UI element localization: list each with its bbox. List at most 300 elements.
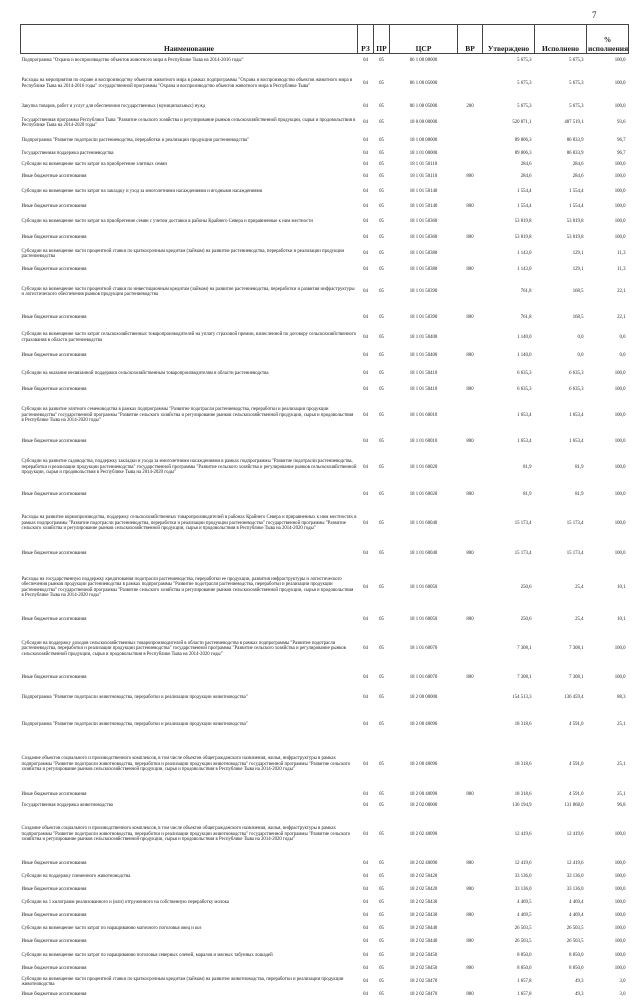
row-pr: 05 [379,926,384,932]
row-name: Государственная поддержка животноводства [21,803,113,809]
row-approved: 7 308,1 [517,675,532,681]
row-pr: 05 [379,57,384,63]
row-rz: 04 [363,520,368,526]
row-csr: 18 1 01 50140 [409,189,438,195]
row-pr: 05 [379,150,384,156]
row-pr: 05 [379,874,384,880]
row-rz: 04 [363,646,368,652]
row-name: Иные бюджетные ассигнования [21,861,87,867]
row-rz: 04 [363,189,368,195]
row-name: Иные бюджетные ассигнования [21,439,87,445]
row-csr: 18 1 01 60040 [409,551,438,557]
table-row [21,348,629,365]
row-csr: 18 2 02 50450 [409,966,438,972]
row-executed: 15 173,4 [566,551,584,557]
row-csr: 18 1 01 60050 [409,616,438,622]
row-approved: 1 653,4 [517,439,532,445]
row-csr: 18 0 00 00000 [409,120,438,126]
row-percent: 100,0 [614,387,626,393]
row-csr: 18 2 02 50450 [409,953,438,959]
row-pr: 05 [379,792,384,798]
row-approved: 136 194,9 [512,803,532,809]
row-pr: 05 [379,203,384,209]
row-percent: 100,0 [614,831,626,837]
row-rz: 04 [363,267,368,273]
row-name: Иные бюджетные ассигнования [21,792,87,798]
row-rz: 04 [363,412,368,418]
row-rz: 04 [363,900,368,906]
row-vr [458,801,483,812]
row-csr: 18 1 01 60050 [409,584,438,590]
row-approved: 4 469,5 [517,913,532,919]
row-executed: 0,0 [577,334,584,340]
row-percent: 25,1 [617,792,626,798]
row-executed: 5 675,3 [569,103,584,109]
row-csr: 18 2 02 50440 [409,926,438,932]
row-csr: 18 1 01 50410 [409,387,438,393]
row-name: Субсидии на возмещение части затрат на закладку и уход за многолетними насаждениями и ягодными насаждениями [21,189,263,195]
row-executed: 12 419,6 [566,861,584,867]
row-executed: 4 591,0 [569,792,584,798]
row-percent: 100,0 [614,189,626,195]
row-percent: 100,0 [614,412,626,418]
row-approved: 5 675,3 [517,80,532,86]
table-row [21,923,629,936]
header-rz: РЗ [358,25,374,54]
row-vr [458,687,483,710]
row-percent: 100,0 [614,173,626,179]
row-percent: 25,1 [617,761,626,767]
row-pr: 05 [379,464,384,470]
row-approved: 8 850,0 [517,953,532,959]
row-percent: 100,0 [614,926,626,932]
row-vr: 800 [466,387,474,393]
row-vr [458,113,483,134]
row-rz: 04 [363,887,368,893]
row-executed: 26 503,5 [566,939,584,945]
row-name: Подпрограмма "Охрана и воспроизводство объектов животного мира в Республике Тыва на 2014-2016 годы" [21,57,244,63]
table-row [21,897,629,910]
row-executed: 49,3 [575,992,584,998]
row-name: Субсидии на возмещение части процентной ставки по инвестиционным кредитам (займам) на развитие растениеводства, переработки и развития инфраструктуры и логистического обеспечения рынков продукции растениеводства [21,286,355,297]
row-name: Иные бюджетные ассигнования [21,616,87,622]
table-row [21,687,629,710]
row-name: Иные бюджетные ассигнования [21,235,87,241]
row-name: Субсидии на возмещение части затрат по наращиванию поголовья северных оленей, маралов и мясных табунных лошадей [21,953,273,959]
row-rz: 04 [363,120,368,126]
row-csr: 18 1 01 60070 [409,675,438,681]
row-percent: 96,7 [617,150,626,156]
row-percent: 22,1 [617,315,626,321]
row-name: Закупка товаров, работ и услуг для обеспечения государственных (муниципальных) нужд [21,103,206,109]
row-approved: 89 806,3 [514,137,532,143]
row-rz: 04 [363,966,368,972]
row-csr: 18 2 02 50440 [409,939,438,945]
row-vr: 800 [466,173,474,179]
header-name: Наименование [21,25,358,54]
row-percent: 100,0 [614,953,626,959]
row-csr: 06 1 00 00000 [409,57,438,63]
row-percent: 100,0 [614,939,626,945]
row-pr: 05 [379,695,384,701]
row-percent: 100,0 [614,966,626,972]
header-pr: ПР [374,25,390,54]
table-row [21,790,629,801]
row-approved: 18 318,6 [514,761,532,767]
row-csr: 18 2 02 50470 [409,992,438,998]
row-name: Иные бюджетные ассигнования [21,387,87,393]
row-approved: 33 136,0 [514,887,532,893]
row-percent: 100,0 [614,439,626,445]
row-csr: 18 1 01 00000 [409,150,438,156]
row-pr: 05 [379,289,384,295]
row-vr [458,160,483,171]
row-csr: 18 1 01 60010 [409,439,438,445]
table-row [21,740,629,790]
row-executed: 86 833,9 [566,137,584,143]
row-approved: 6 635,3 [517,371,532,377]
row-csr: 18 2 02 50430 [409,913,438,919]
row-approved: 26 503,5 [514,939,532,945]
row-percent: 96,8 [617,803,626,809]
row-rz: 04 [363,371,368,377]
table-row [21,611,629,629]
row-percent: 100,0 [614,646,626,652]
row-vr: 800 [466,861,474,867]
row-vr: 800 [466,992,474,998]
row-executed: 26 503,5 [566,926,584,932]
row-vr [458,629,483,670]
row-pr: 05 [379,966,384,972]
table-row [21,812,629,858]
row-csr: 18 1 01 60070 [409,646,438,652]
row-csr: 18 2 02 00000 [409,803,438,809]
row-executed: 1 653,4 [569,439,584,445]
row-percent: 11,3 [617,251,626,257]
table-row [21,202,629,212]
table-row [21,670,629,687]
row-name: Субсидии на развитие элитного семеноводства в рамках подпрограммы "Развитие подотрасли растениеводства, переработки и реализации продукции растениеводства" государственной программы "Развитие сельского хозяйства и регулирование рынков сельскохозяйственной продукции, сырья и продовольствия в Республике Тыва на 2014-2020 годы" [21,407,354,424]
row-pr: 05 [379,675,384,681]
row-csr: 18 1 01 60040 [409,520,438,526]
table-row [21,183,629,202]
row-name: Иные бюджетные ассигнования [21,939,87,945]
row-csr: 18 1 01 50410 [409,371,438,377]
table-row [21,990,629,1001]
row-pr: 05 [379,189,384,195]
row-approved: 1 554,4 [517,189,532,195]
row-approved: 1 140,0 [517,334,532,340]
row-name: Субсидии на поддержку племенного животноводства [21,874,131,880]
row-approved: 761,8 [520,289,532,295]
row-name: Расходы на развитие кормопроизводства, поддержку сельскохозяйственных товаропроизводителей в районах Крайнего Севера и приравненных к ним местностях в рамках подпрограммы "Развитие подотрасли растениеводства, переработки и реализации продукции растениеводства" государственной программы "Развитие сельского хозяйства и регулирование рынков сельскохозяйственной продукции, сырья и продовольствия в Республике Тыва на 2014-2020 годы" [21,515,357,532]
row-csr: 18 2 02 50420 [409,887,438,893]
row-name: Иные бюджетные ассигнования [21,353,87,359]
table-row [21,544,629,565]
row-rz: 04 [363,251,368,257]
row-percent: 11,3 [617,267,626,273]
row-name: Иные бюджетные ассигнования [21,675,87,681]
row-rz: 04 [363,387,368,393]
row-executed: 8 850,0 [569,966,584,972]
row-csr: 18 2 02 50420 [409,874,438,880]
row-executed: 81,9 [575,464,584,470]
row-vr [458,450,483,486]
table-row [21,884,629,897]
row-name: Иные бюджетные ассигнования [21,551,87,557]
row-vr [458,212,483,233]
row-vr [458,897,483,910]
row-percent: 100,0 [614,80,626,86]
row-csr: 18 1 01 50390 [409,289,438,295]
row-executed: 15 173,4 [566,520,584,526]
row-name: Субсидии на возмещение части затрат на приобретение семян с учетом доставки в районы Крайнего Севера и приравненные к ним местности [21,219,313,225]
row-csr: 18 1 01 50380 [409,267,438,273]
row-percent: 100,0 [614,887,626,893]
row-approved: 15 173,4 [514,551,532,557]
table-row [21,54,629,67]
row-vr [458,949,483,964]
row-approved: 33 136,0 [514,874,532,880]
row-approved: 1 653,4 [517,412,532,418]
row-vr: 800 [466,913,474,919]
row-csr: 18 1 01 50110 [409,173,438,179]
row-approved: 154 513,3 [512,695,532,701]
header-approved: Утверждено [483,25,535,54]
row-approved: 81,9 [523,491,532,497]
table-row [21,328,629,348]
row-executed: 284,6 [572,162,584,168]
row-pr: 05 [379,315,384,321]
row-vr: 800 [466,315,474,321]
row-vr [458,740,483,790]
row-executed: 7 308,1 [569,675,584,681]
row-executed: 0,0 [577,353,584,359]
row-pr: 05 [379,162,384,168]
row-rz: 04 [363,695,368,701]
row-pr: 05 [379,80,384,86]
row-pr: 05 [379,219,384,225]
row-executed: 53 819,8 [566,219,584,225]
row-vr [458,923,483,936]
row-approved: 520 871,1 [512,120,532,126]
row-vr [458,134,483,148]
row-name: Иные бюджетные ассигнования [21,491,87,497]
header-percent [587,25,629,54]
row-pr: 05 [379,137,384,143]
row-vr [458,67,483,101]
row-percent: 0,0 [619,334,626,340]
row-pr: 05 [379,616,384,622]
row-percent: 100,0 [614,371,626,377]
row-vr [458,871,483,884]
row-name: Субсидии на развитие садоводства, поддержку закладки и ухода за многолетними насаждениями в рамках подпрограммы "Развитие подотрасли растениеводства, переработки и реализации продукции растениеводства" государственной программы "Развитие сельского хозяйства и регулирование рынков сельскохозяйственной продукции, сырья и продовольствия в Республике Тыва на 2014-2020 годы" [21,459,357,476]
row-percent: 100,0 [614,913,626,919]
row-pr: 05 [379,761,384,767]
row-rz: 04 [363,913,368,919]
row-executed: 131 868,0 [564,803,584,809]
row-executed: 25,4 [575,584,584,590]
row-vr [458,565,483,611]
row-pr: 05 [379,334,384,340]
table-row [21,629,629,670]
row-vr [458,244,483,265]
table-row [21,265,629,276]
table-row [21,384,629,397]
row-name: Субсидии на поддержку доходов сельскохозяйственных товаропроизводителей в области растениеводства в рамках подпрограммы "Развитие подотрасли растениеводства, переработки и реализации продукции растениеводства" государственной программы "Развитие сельского хозяйства и регулирование рынков сельскохозяйственной продукции, сырья и продовольствия в Республике Тыва на 2014-2020 годы" [21,640,346,657]
table-row [21,486,629,504]
row-percent: 25,1 [617,721,626,727]
row-pr: 05 [379,900,384,906]
row-vr: 800 [466,966,474,972]
table-row [21,397,629,435]
row-csr: 18 2 02 50470 [409,979,438,985]
row-csr: 18 1 01 50390 [409,315,438,321]
row-csr: 18 2 02 40090 [409,831,438,837]
table-row [21,910,629,923]
row-pr: 05 [379,721,384,727]
row-pr: 05 [379,371,384,377]
row-vr: 800 [466,939,474,945]
row-percent: 3,0 [619,992,626,998]
table-row [21,148,629,160]
row-approved: 1 143,0 [517,267,532,273]
header-percent-symbol: % [603,35,612,45]
table-row [21,309,629,328]
row-executed: 12 419,6 [566,831,584,837]
table-row [21,949,629,964]
row-rz: 04 [363,219,368,225]
row-csr: 18 1 01 50140 [409,203,438,209]
row-name: Иные бюджетные ассигнования [21,992,87,998]
row-rz: 04 [363,464,368,470]
row-executed: 4 591,0 [569,761,584,767]
row-rz: 04 [363,315,368,321]
row-rz: 04 [363,861,368,867]
row-executed: 1 554,4 [569,203,584,209]
row-name: Расходы на мероприятия по охране и воспроизводству объектов животного мира в рамках подпрограммы "Охрана и воспроизводство объектов животного мира в Республике Тыва на 2014-2016 годы" государственной программы "Охрана и воспроизводство объектов животного мира в Республике Тыва" [21,78,353,89]
row-rz: 04 [363,173,368,179]
table-row [21,276,629,309]
row-approved: 1 143,0 [517,251,532,257]
row-approved: 250,6 [520,616,532,622]
row-approved: 761,8 [520,315,532,321]
row-executed: 1 653,4 [569,412,584,418]
row-pr: 05 [379,491,384,497]
table-row [21,212,629,233]
row-approved: 1 140,0 [517,353,532,359]
row-csr: 18 2 00 40090 [409,721,438,727]
row-csr: 18 1 01 50110 [409,162,438,168]
row-name: Иные бюджетные ассигнования [21,913,87,919]
row-name: Государственная поддержка растениеводства [21,150,114,156]
table-row [21,101,629,113]
table-row [21,504,629,544]
row-rz: 04 [363,137,368,143]
row-percent: 96,7 [617,137,626,143]
row-vr [458,504,483,544]
table-header-row [21,25,629,54]
row-pr: 05 [379,913,384,919]
row-executed: 49,3 [575,979,584,985]
row-executed: 4 469,4 [569,913,584,919]
row-csr: 18 1 01 50360 [409,235,438,241]
row-name: Иные бюджетные ассигнования [21,267,87,273]
row-vr [458,54,483,67]
row-executed: 25,4 [575,616,584,622]
table-row [21,233,629,244]
row-percent: 22,1 [617,289,626,295]
table-row [21,801,629,812]
row-rz: 04 [363,289,368,295]
row-csr: 18 1 01 50400 [409,353,438,359]
table-row [21,171,629,183]
row-pr: 05 [379,861,384,867]
row-pr: 05 [379,103,384,109]
row-percent: 10,1 [617,616,626,622]
row-approved: 18 318,6 [514,792,532,798]
row-approved: 1 554,4 [517,203,532,209]
row-csr: 18 1 01 50400 [409,334,438,340]
row-vr: 200 [466,103,474,109]
row-vr: 800 [466,267,474,273]
row-csr: 18 2 00 40090 [409,792,438,798]
row-executed: 53 819,8 [566,235,584,241]
table-row [21,871,629,884]
table-row [21,113,629,134]
table-row [21,710,629,740]
row-rz: 04 [363,551,368,557]
row-rz: 04 [363,235,368,241]
row-rz: 04 [363,926,368,932]
row-executed: 487 519,1 [564,120,584,126]
row-csr: 06 1 00 05000 [409,80,438,86]
row-rz: 04 [363,80,368,86]
row-pr: 05 [379,584,384,590]
row-executed: 4 469,4 [569,900,584,906]
row-pr: 05 [379,939,384,945]
budget-table [20,24,629,1001]
row-rz: 04 [363,203,368,209]
row-name: Субсидии на возмещение части процентной ставки по краткосрочным кредитам (займам) на развитие растениеводства, переработки и реализации продукции растениеводства [21,248,345,259]
table-row [21,244,629,265]
row-executed: 5 675,3 [569,57,584,63]
table-body [21,54,629,1001]
row-csr: 18 1 01 60010 [409,412,438,418]
row-name: Субсидии на возмещение части процентной ставки по краткосрочным кредитам (займам) на развитие животноводства, переработки и реализации продукции животноводства [21,976,344,987]
row-executed: 81,9 [575,491,584,497]
row-vr [458,276,483,309]
row-name: Субсидии на возмещение части затрат на приобретение элитных семян [21,162,167,168]
row-executed: 168,5 [572,315,584,321]
row-name: Иные бюджетные ассигнования [21,887,87,893]
row-approved: 5 675,3 [517,103,532,109]
row-executed: 7 308,1 [569,646,584,652]
row-percent: 100,0 [614,103,626,109]
row-pr: 05 [379,953,384,959]
row-name: Создание объектов социального и производственного комплексов, в том числе объектов общегражданского назначения, жилья, инфраструктуры в рамках подпрограммы "Развитие подотрасли животноводства, переработки и реализации продукции животноводства" государственной программы "Развитие сельского хозяйства и регулирование рынков сельскохозяйственной продукции, сырья и продовольствия в Республике Тыва на 2014-2020 годы" [21,826,351,843]
row-percent: 100,0 [614,464,626,470]
row-name: Иные бюджетные ассигнования [21,173,87,179]
row-executed: 284,6 [572,173,584,179]
row-pr: 05 [379,235,384,241]
row-percent: 100,0 [614,219,626,225]
table-row [21,435,629,450]
table-row [21,134,629,148]
row-name: Подпрограмма "Развитие подотрасли растениеводства, переработки и реализации продукции растениеводства" [21,137,249,143]
row-percent: 100,0 [614,162,626,168]
row-approved: 7 308,1 [517,646,532,652]
